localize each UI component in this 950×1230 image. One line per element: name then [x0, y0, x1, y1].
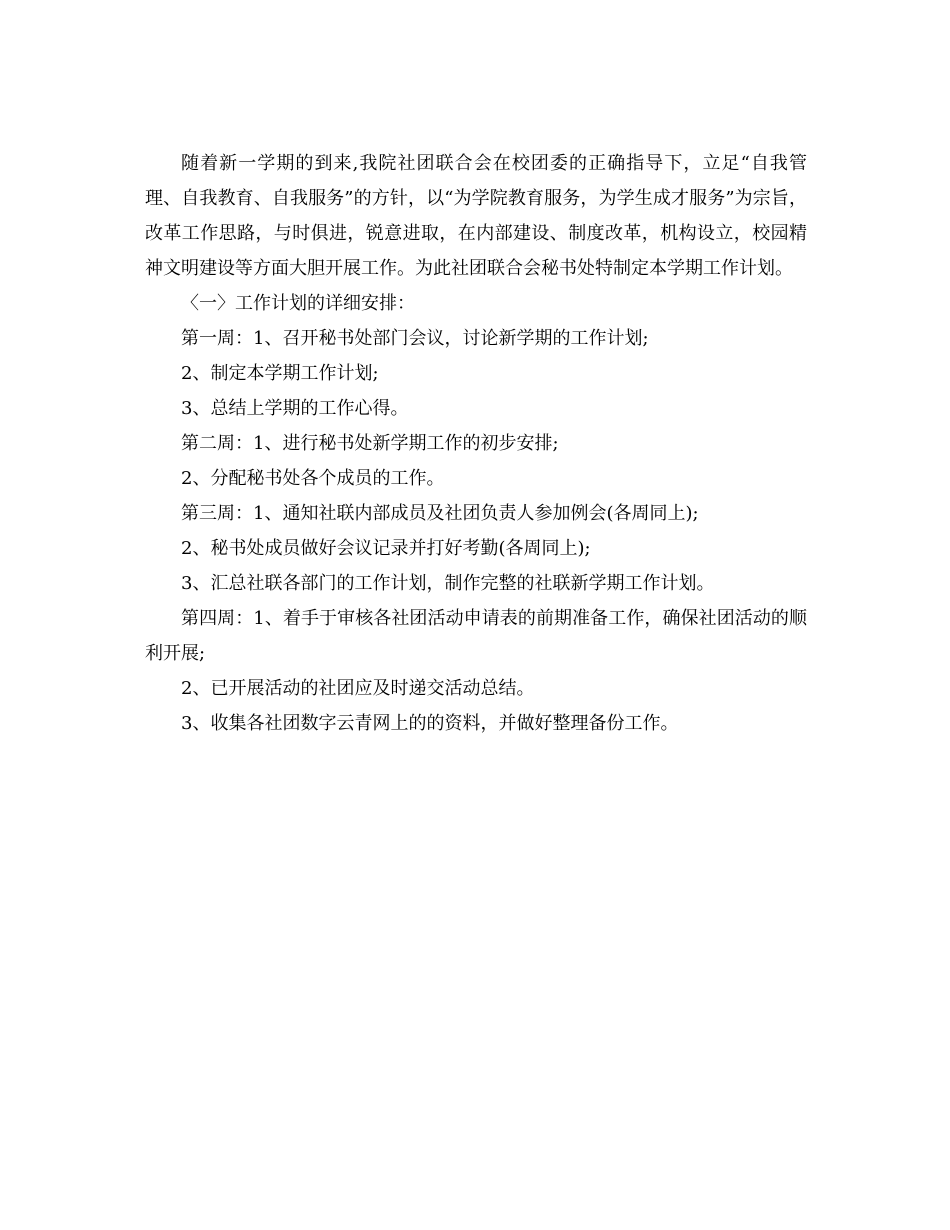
week4-item-1: 第四周：1、着手于审核各社团活动申请表的前期准备工作，确保社团活动的顺利开展; [145, 608, 807, 664]
week2-item-1: 第二周：1、进行秘书处新学期工作的初步安排; [181, 433, 559, 454]
week4-item-3: 3、收集各社团数字云青网上的的资料，并做好整理备份工作。 [181, 713, 679, 734]
week1-item-2: 2、制定本学期工作计划; [181, 363, 379, 384]
document-body [145, 146, 807, 741]
week3-item-2: 2、秘书处成员做好会议记录并打好考勤(各周同上); [181, 538, 591, 559]
week2-item-2: 2、分配秘书处各个成员的工作。 [181, 468, 445, 489]
week1-item-1: 第一周：1、召开秘书处部门会议，讨论新学期的工作计划; [181, 328, 649, 349]
week1-item-3: 3、总结上学期的工作心得。 [181, 398, 409, 419]
week3-item-3: 3、汇总社联各部门的工作计划，制作完整的社联新学期工作计划。 [181, 573, 715, 594]
week3-item-1: 第三周：1、通知社联内部成员及社团负责人参加例会(各周同上); [181, 503, 699, 524]
intro-paragraph: 随着新一学期的到来,我院社团联合会在校团委的正确指导下，立足“自我管理、自我教育、自我服务”的方针，以“为学院教育服务，为学生成才服务”为宗旨，改革工作思路，与时俱进，锐意进取，在内部建设、制度改革，机构设立，校园精神文明建设等方面大胆开展工作。为此社团联合会秘书处特制定本学期工作计划。 [145, 153, 807, 279]
section-heading: 〈一〉工作计划的详细安排： [181, 293, 415, 314]
week4-item-2: 2、已开展活动的社团应及时递交活动总结。 [181, 678, 535, 699]
